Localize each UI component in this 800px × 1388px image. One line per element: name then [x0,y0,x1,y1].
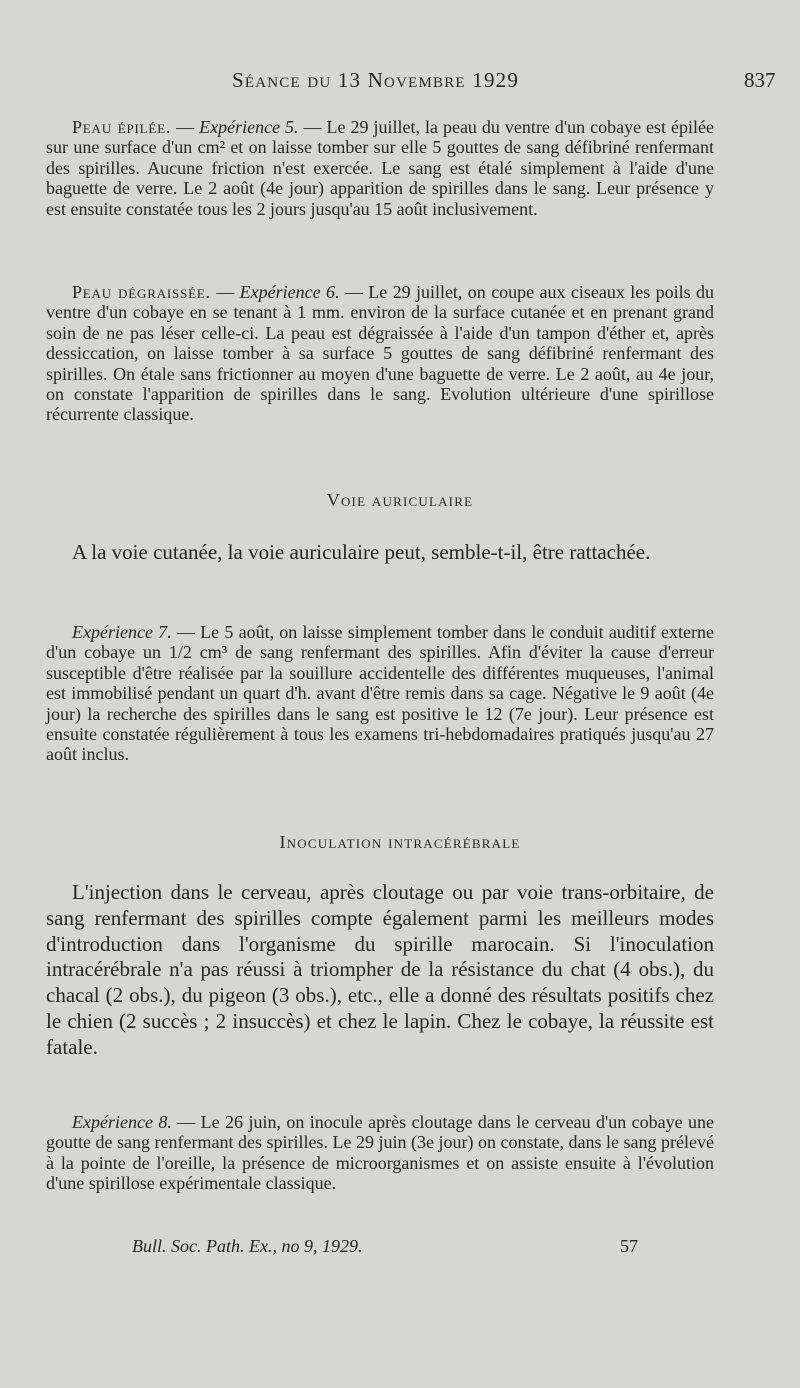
label-dash: — [210,282,240,302]
page-footer [0,1236,800,1266]
heading-voie-auriculaire: Voie auriculaire [326,490,474,510]
experiment-5-title: Expérience 5. [199,117,299,137]
experiment-6-text: — Le 29 juillet, on coupe aux ciseaux les poils du ventre d'un cobaye en se tenant à 1 mm. environ de la surface cutanée et en prenant grand soin de ne pas léser celle-ci. La peau est dégraissée à l'aide d'un tampon d'éther et, après dessiccation, on laisse tomber à sa surface 5 gouttes de sang défibriné renfermant des spirilles. On étale sans frictionner au moyen d'une baguette de verre. Le 2 août, au 4e jour, on constate l'apparition de spirilles dans le sang. Evolution ultérieure d'une spirillose récurrente classique. [46,282,715,425]
experiment-6-title: Expérience 6. [239,282,340,302]
signature-number: 57 [620,1236,638,1256]
experiment-7-text: — Le 5 août, on laisse simplement tomber dans le conduit auditif externe d'un cobaye un 1/2 cm³ de sang renfermant des spirilles. Afin d'éviter la cause d'erreur susceptible d'être réalisée par la souillure accidentelle des différentes muqueuses, l'animal est immobilisé pendant un quart d'h. avant d'être remis dans sa cage. Négative le 9 août (4e jour) la recherche des spirilles dans le sang est positive le 12 (7e jour). Leur présence est ensuite constatée régulièrement à tous les examens tri-hebdomadaires pratiqués jusqu'au 27 août inclus. [46,622,714,765]
heading-inoculation-intracerebrale: Inoculation intracérébrale [279,832,521,852]
experiment-7-title: Expérience 7. [72,622,172,642]
paragraph-experience-8 [46,1112,714,1194]
page-number: 837 [744,68,776,92]
section-label-peau-epilee: Peau épilée. [72,117,172,137]
paragraph-voie-auriculaire-intro: A la voie cutanée, la voie auriculaire peut, semble-t-il, être rattachée. [72,540,651,564]
paragraph-peau-degraissee [46,282,714,425]
experiment-5-text: — Le 29 juillet, la peau du ventre d'un cobaye est épilée sur une surface d'un cm² et on laisse tomber sur elle 5 gouttes de sang défibriné renfermant des spirilles. Aucune friction n'est exercée. Le sang est étalé simplement à l'aide d'une baguette de verre. Le 2 août (4e jour) apparition de spirilles dans le sang. Leur présence y est ensuite constatée tous les 2 jours jusqu'au 15 août inclusivement. [46,117,714,219]
label-dash: — [171,117,200,137]
running-head [0,64,800,104]
bulletin-citation: Bull. Soc. Path. Ex., no 9, 1929. [132,1236,363,1256]
section-label-peau-degraissee: Peau dégraissée. [72,282,211,302]
experiment-8-title: Expérience 8. [72,1112,172,1132]
experiment-8-text: — Le 26 juin, on inocule après cloutage dans le cerveau d'un cobaye une goutte de sang renfermant des spirilles. Le 29 juin (3e jour) on constate, dans le sang prélevé à la pointe de l'oreille, la présence de microorganismes et on assiste ensuite à l'évolution d'une spirillose expérimentale classique. [46,1112,714,1194]
paragraph-experience-7 [46,622,714,765]
paragraph-inoculation-intro: L'injection dans le cerveau, après cloutage ou par voie trans-orbitaire, de sang renfermant des spirilles compte également parmi les meilleurs modes d'introduction dans l'organisme du spirille marocain. Si l'inoculation intracérébrale n'a pas réussi à triompher de la résistance du chat (4 obs.), du chacal (2 obs.), du pigeon (3 obs.), etc., elle a donné des résultats positifs chez le chien (2 succès ; 2 insuccès) et chez le lapin. Chez le cobaye, la réussite est fatale. [46,880,714,1059]
paragraph-peau-epilee [46,117,714,219]
running-head-title: Séance du 13 Novembre 1929 [232,68,520,92]
